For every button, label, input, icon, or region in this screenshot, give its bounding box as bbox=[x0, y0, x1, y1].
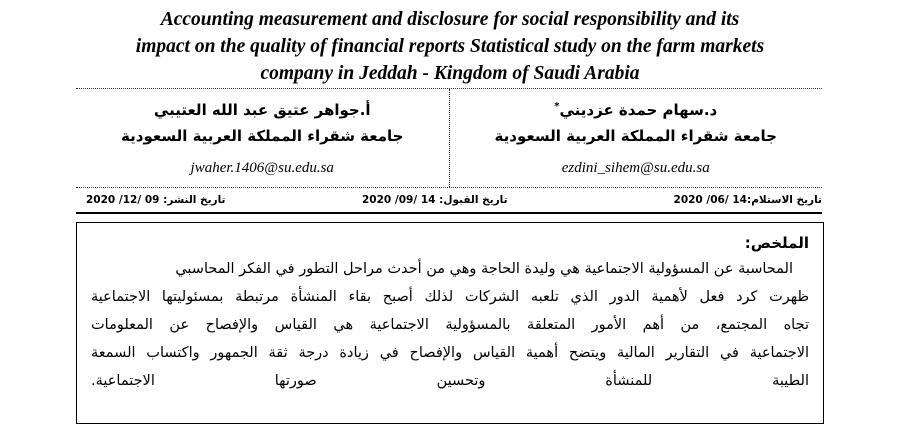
author-1-mark: * bbox=[554, 101, 560, 112]
abstract-heading: الملخص: bbox=[744, 234, 809, 252]
abstract-box bbox=[76, 222, 824, 424]
author-1 bbox=[450, 89, 823, 187]
abstract-line: الطيبة للمنشأة وتحسين صورتها الاجتماعية. bbox=[91, 373, 809, 389]
dates-row bbox=[76, 190, 822, 214]
authors-block bbox=[76, 88, 822, 188]
abstract-line: الاجتماعية في التقارير المالية ويتضح أهمية القياس والإفصاح في زيادة درجة ثقة الجمهور واكتساب السمعة bbox=[91, 345, 809, 361]
author-2-name: أ.جواهر عتيق عبد الله العتيبي bbox=[153, 101, 371, 119]
author-1-university: جامعة شقراء المملكة العربية السعودية bbox=[494, 127, 777, 145]
published-date: تاريخ النشر: 09 /12/ 2020 bbox=[86, 194, 226, 206]
abstract-line: تجاه المجتمع، من أهم الأمور المتعلقة بالمسؤولية الاجتماعية هي القياس والإفصاح عن المعلومات bbox=[91, 317, 809, 333]
author-1-name: د.سهام حمدة عزديني bbox=[559, 101, 718, 119]
received-date: تاريخ الاستلام:14 /06/ 2020 bbox=[673, 194, 822, 206]
author-2 bbox=[76, 89, 450, 187]
paper-title bbox=[40, 6, 860, 87]
author-2-email[interactable]: jwaher.1406@su.edu.sa bbox=[190, 160, 334, 176]
title-line-2: impact on the quality of financial reports Statistical study on the farm markets bbox=[135, 36, 765, 57]
title-line-1: Accounting measurement and disclosure for social responsibility and its bbox=[160, 9, 740, 30]
abstract-line: المحاسبة عن المسؤولية الاجتماعية هي وليدة الحاجة وهي من أحدث مراحل التطور في الفكر المحاسبي bbox=[175, 261, 793, 277]
title-line-3: company in Jeddah - Kingdom of Saudi Arabia bbox=[260, 63, 640, 84]
abstract-line: ظهرت كرد فعل لأهمية الدور الذي تلعبه الشركات لذلك أصبح بقاء المنشأة مرتبطة بمسئوليتها الاجتماعية bbox=[91, 289, 809, 305]
author-1-email[interactable]: ezdini_sihem@su.edu.sa bbox=[561, 160, 710, 176]
accepted-date: تاريخ القبول: 14 /09/ 2020 bbox=[362, 194, 508, 206]
author-2-university: جامعة شقراء المملكة العربية السعودية bbox=[121, 127, 404, 145]
